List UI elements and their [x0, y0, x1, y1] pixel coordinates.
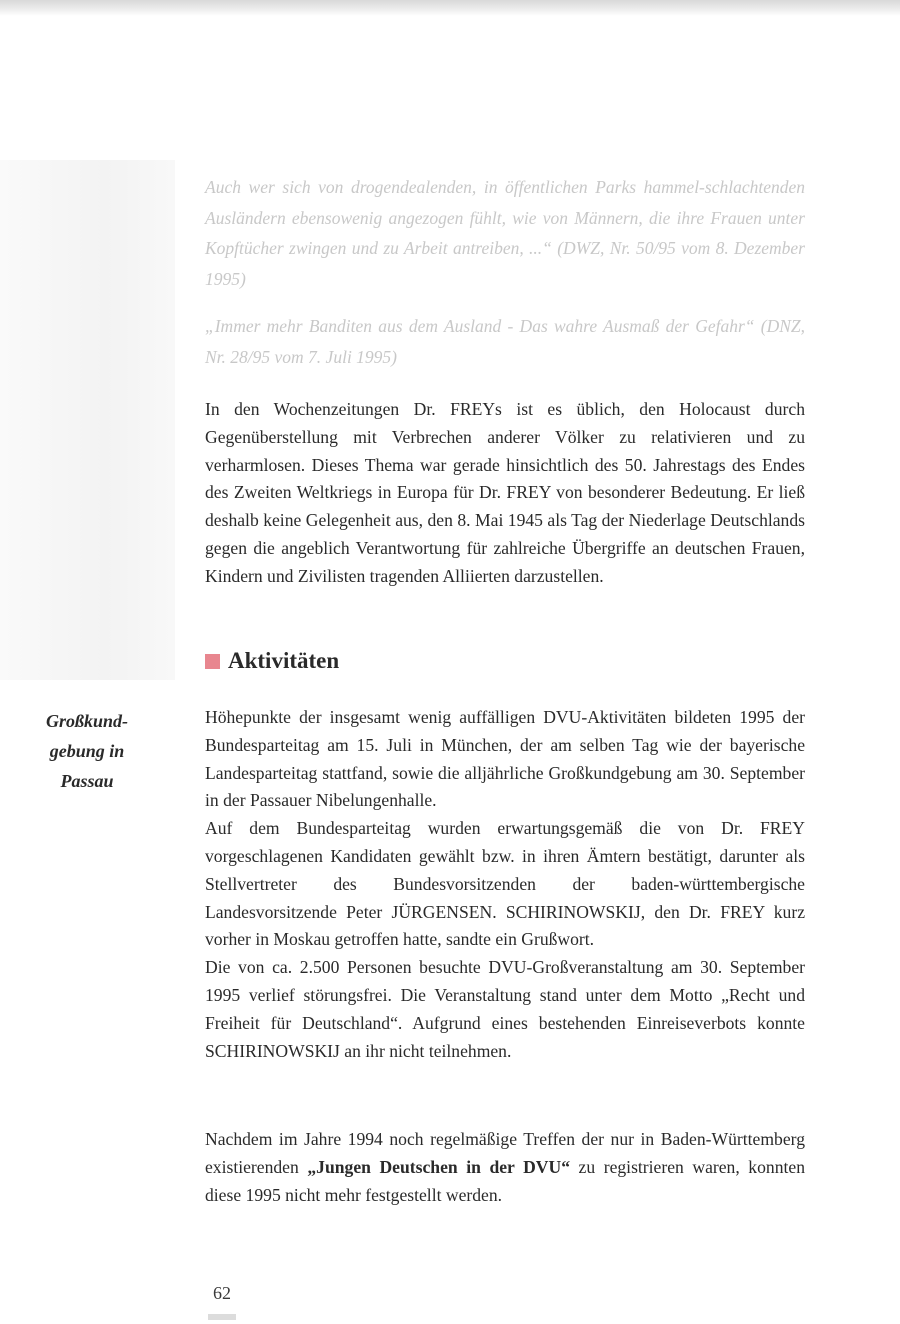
intro-paragraph: In den Wochenzeitungen Dr. FREYs ist es üblich, den Holocaust durch Gegenüberstellung mit Verbrechen anderer Völker zu relativieren und zu verharmlosen. Dieses Thema war gerade hinsichtlich des 50. Jahrestags des Endes des Zweiten Weltkriegs in Europa für Dr. FREY von besonderer Bedeutung. Er ließ deshalb keine Gelegenheit aus, den 8. Mai 1945 als Tag der Niederlage Deutschlands gegen die angeblich Verantwortung für zahlreiche Übergriffe an deutschen Frauen, Kindern und Zivilisten tragenden Alliierten darzustellen.: [205, 399, 805, 586]
quote-1: Auch wer sich von drogendealenden, in öffentlichen Parks hammel-schlachtenden Ausländern ebensowenig angezogen fühlt, wie von Männern, die ihre Frauen unter Kopftücher zwingen und zu Arbeit antreiben, ...“ (DWZ, Nr. 50/95 vom 8. Dezember 1995): [205, 177, 805, 289]
page-number-mark: [208, 1314, 236, 1320]
activities-paragraph-3: Die von ca. 2.500 Personen besuchte DVU-Großveranstaltung am 30. September 1995 verlief störungsfrei. Die Veranstaltung stand unter dem Motto „Recht und Freiheit für Deutschland“. Aufgrund eines bestehenden Einreiseverbots konnte SCHIRINOWSKIJ an ihr nicht teilnehmen.: [205, 957, 805, 1061]
activities-paragraph-2: Auf dem Bundesparteitag wurden erwartungsgemäß die von Dr. FREY vorgeschlagenen Kandidaten gewählt bzw. in ihren Ämtern bestätigt, darunter als Stellvertreter des Bundesvorsitzenden der baden-württembergische Landesvorsitzende Peter JÜRGENSEN. SCHIRINOWSKIJ, den Dr. FREY kurz vorher in Moskau getroffen hatte, sandte ein Grußwort.: [205, 818, 805, 950]
final-paragraph-emphasis: „Jungen Deutschen in der DVU“: [307, 1156, 570, 1177]
final-paragraph-start: Nachdem im Jahre 1994 noch regelmäßige Treffen der nur in Baden-Württemberg existierenden: [205, 1129, 805, 1177]
section-heading: [205, 648, 339, 674]
side-label-line-1: Großkund-: [45, 711, 129, 731]
side-label-line-3: Passau: [60, 771, 114, 791]
quote-2: „Immer mehr Banditen aus dem Ausland - Das wahre Ausmaß der Gefahr“ (DNZ, Nr. 28/95 vom 7. Juli 1995): [205, 316, 805, 367]
page-number: 62: [213, 1283, 231, 1303]
page-top-edge: [0, 0, 900, 16]
activities-paragraph-1: Höhepunkte der insgesamt wenig auffälligen DVU-Aktivitäten bildeten 1995 der Bundesparteitag am 15. Juli in München, der am selben Tag wie der bayerische Landesparteitag stattfand, sowie die alljährliche Großkundgebung am 30. September in der Passauer Nibelungenhalle.: [205, 707, 805, 811]
section-square-icon: [205, 654, 220, 669]
activities-body: [205, 704, 805, 1065]
side-label: [22, 706, 152, 796]
section-heading-text: Aktivitäten: [228, 648, 340, 673]
final-paragraph: [205, 1126, 805, 1209]
side-label-line-2: gebung in: [49, 741, 125, 761]
final-paragraph-end: zu registrieren waren, konnten diese 1995 nicht mehr festgestellt werden.: [205, 1156, 805, 1205]
margin-shadow: [0, 160, 175, 680]
